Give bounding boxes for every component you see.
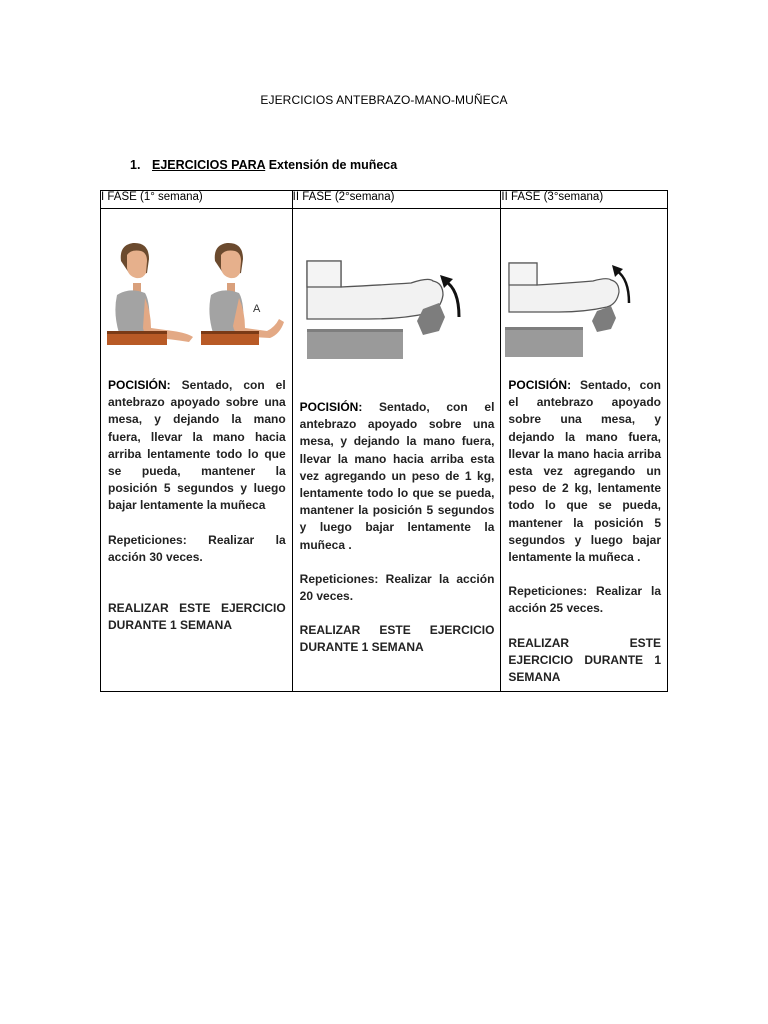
table-header-row	[101, 191, 668, 209]
section-heading	[130, 158, 397, 172]
duration-text: REALIZAR ESTE EJERCICIO DURANTE 1 SEMANA	[108, 601, 286, 633]
position-label: POCISIÓN:	[299, 400, 363, 414]
position-text: Sentado, con el antebrazo apoyado sobre una mesa, y dejando la mano fuera, llevar la mano hacia arriba lentamente todo lo que se pueda, mantener la posición 5 segundos y luego bajar lentamente la muñeca	[108, 378, 286, 513]
seated-person-illustration	[101, 209, 292, 359]
phase-1-text	[101, 359, 292, 634]
position-text: Sentado, con el antebrazo apoyado sobre una mesa, y dejando la mano fuera, llevar la mano hacia arriba esta vez agregando un peso de 1 kg, lentamente todo lo que se pueda, mantener la posición 5 segundos y luego bajar lentamente la muñeca .	[299, 400, 495, 552]
header-phase-2: II FASE (2°semana)	[292, 191, 501, 209]
repetitions-text: Repeticiones: Realizar la acción 20 veces.	[299, 571, 495, 604]
arm-dumbbell-illustration	[501, 209, 667, 359]
section-number: 1.	[130, 158, 141, 172]
position-label: POCISIÓN:	[108, 378, 171, 392]
table-body-row	[101, 209, 668, 692]
phase-2-illustration	[293, 209, 501, 359]
position-label: POCISIÓN:	[508, 378, 572, 392]
image-annotation: A	[253, 303, 261, 315]
section-title-rest: Extensión de muñeca	[265, 158, 398, 172]
repetitions-text: Repeticiones: Realizar la acción 30 veces.	[108, 532, 286, 564]
header-phase-3: II FASE (3°semana)	[501, 191, 668, 209]
phase-3-illustration	[501, 209, 667, 359]
phase-3-cell	[501, 209, 668, 692]
repetitions-text: Repeticiones: Realizar la acción 25 veces.	[508, 584, 661, 616]
arm-dumbbell-illustration	[293, 209, 501, 359]
phase-1-cell	[101, 209, 293, 692]
duration-text: REALIZAR ESTE EJERCICIO DURANTE 1 SEMANA	[299, 623, 495, 655]
phase-2-text	[293, 359, 501, 657]
phase-3-text	[501, 359, 667, 686]
exercise-table	[100, 190, 668, 692]
document-title: EJERCICIOS ANTEBRAZO-MANO-MUÑECA	[260, 93, 508, 107]
phase-2-cell	[292, 209, 501, 692]
header-phase-1: I FASE (1° semana)	[101, 191, 293, 209]
position-text: Sentado, con el antebrazo apoyado sobre una mesa, y dejando la mano fuera, llevar la mano hacia arriba esta vez agregando un peso de 2 kg, lentamente todo lo que se pueda, mantener la posición 5 segundos y luego bajar lentamente la muñeca .	[508, 378, 661, 565]
phase-1-illustration	[101, 209, 292, 359]
duration-text: REALIZAR ESTE EJERCICIO DURANTE 1 SEMANA	[508, 635, 661, 685]
section-title-underlined: EJERCICIOS PARA	[152, 158, 266, 172]
